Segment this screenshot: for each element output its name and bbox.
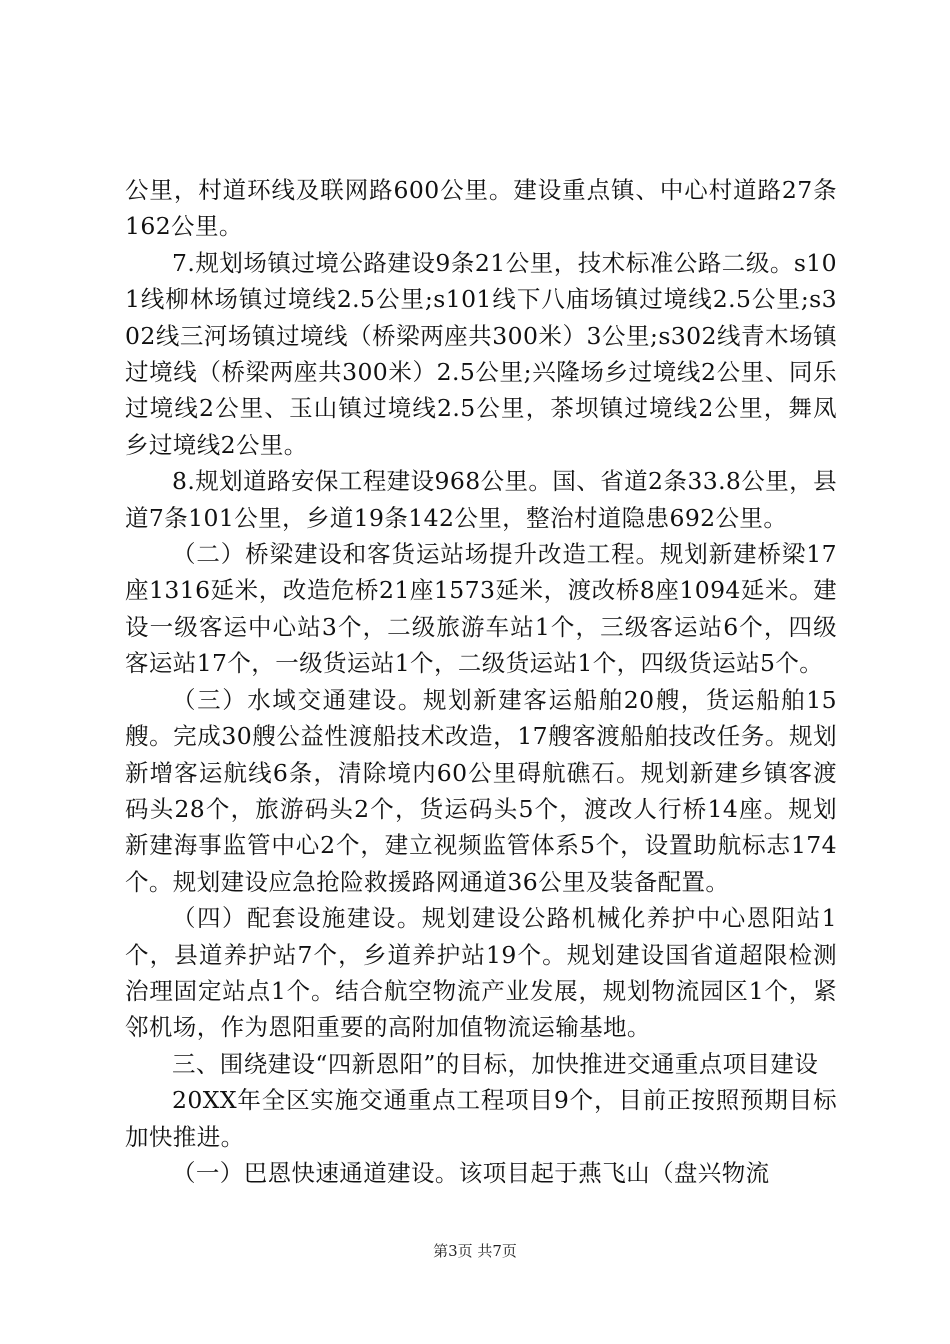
paragraph-3: 8.规划道路安保工程建设968公里。国、省道2条33.8公里，县道7条101公里，乡道19条142公里，整治村道隐患692公里。 (125, 467, 837, 532)
paragraph-5: （三）水域交通建设。规划新建客运船舶20艘，货运船舶15艘。完成30艘公益性渡船技术改造，17艘客渡船舶技改任务。规划新增客运航线6条，清除境内60公里碍航礁石。规划新建乡镇客渡码头28个，旅游码头2个，货运码头5个，渡改人行桥14座。规划新建海事监管中心2个，建立视频监管体系5个，设置助航标志174个。规划建设应急抢险救援路网通道36公里及装备配置。 (125, 685, 837, 896)
document-body (125, 172, 837, 1191)
paragraph-4: （二）桥梁建设和客货运站场提升改造工程。规划新建桥梁17座1316延米，改造危桥21座1573延米，渡改桥8座1094延米。建设一级客运中心站3个，二级旅游车站1个，三级客运站6个，四级客运站17个，一级货运站1个，二级货运站1个，四级货运站5个。 (125, 540, 837, 678)
paragraph-1: 公里，村道环线及联网路600公里。建设重点镇、中心村道路27条162公里。 (125, 176, 837, 241)
page-number-footer: 第3页 共7页 (433, 1242, 517, 1260)
paragraph-6: （四）配套设施建设。规划建设公路机械化养护中心恩阳站1个，县道养护站7个，乡道养护站19个。规划建设国省道超限检测治理固定站点1个。结合航空物流产业发展，规划物流园区1个，紧邻机场，作为恩阳重要的高附加值物流运输基地。 (125, 904, 837, 1042)
section-heading-3: 三、围绕建设“四新恩阳”的目标，加快推进交通重点项目建设 (172, 1049, 819, 1078)
paragraph-2: 7.规划场镇过境公路建设9条21公里，技术标准公路二级。s101线柳林场镇过境线2.5公里;s101线下八庙场镇过境线2.5公里;s302线三河场镇过境线（桥梁两座共300米）3公里;s302线青木场镇过境线（桥梁两座共300米）2.5公里;兴隆场乡过境线2公里、同乐过境线2公里、玉山镇过境线2.5公里，茶坝镇过境线2公里，舞凤乡过境线2公里。 (125, 248, 837, 459)
paragraph-7: 20XX年全区实施交通重点工程项目9个，目前正按照预期目标加快推进。 (125, 1086, 837, 1151)
paragraph-8: （一）巴恩快速通道建设。该项目起于燕飞山（盘兴物流 (172, 1158, 770, 1187)
